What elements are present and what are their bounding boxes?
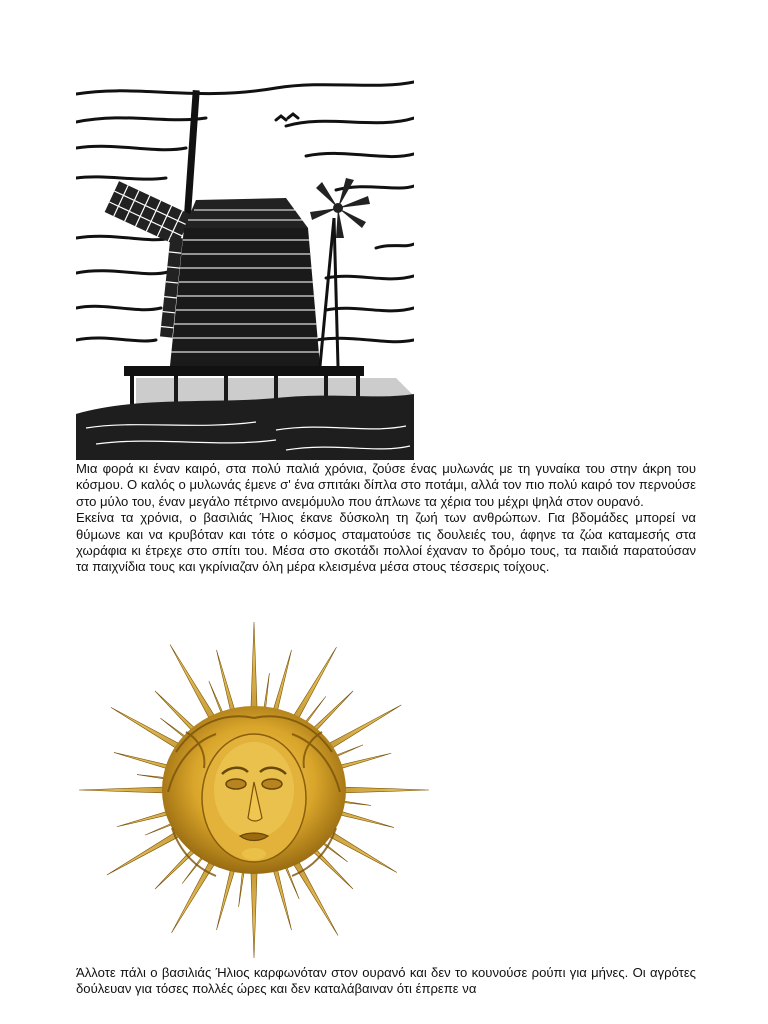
story-text-continued (76, 965, 696, 998)
story-text-block (76, 461, 696, 576)
paragraph-1: Μια φορά κι έναν καιρό, στα πολύ παλιά χρόνια, ζούσε ένας μυλωνάς με τη γυναίκα του στην άκρη του κόσμου. Ο καλός ο μυλωνάς έμενε σ' ένα σπιτάκι δίπλα στο ποτάμι, αλλά τον πιο πολύ καιρό τον περνούσε στο μύλο του, έναν μεγάλο πέτρινο ανεμόμυλο που άπλωνε τα χέρια του μέχρι ψηλά στον ουρανό. (76, 461, 696, 509)
paragraph-2: Εκείνα τα χρόνια, ο βασιλιάς Ήλιος έκανε δύσκολη τη ζωή των ανθρώπων. Για βδομάδες μπορεί να θύμωνε και να κρυβόταν και τότε ο κόσμος σταματούσε τις δουλειές του, άφηνε τα ζώα καταμεσής στα χωράφια κι έτρεχε στο σπίτι του. Μέσα στο σκοτάδι πολλοί έχαναν το δρόμο τους, τα παιδιά παρατούσαν τα παιχνίδια τους και γκρίνιαζαν όλη μέρα κλεισμένα μέσα στους τέσσερις τοίχους. (76, 510, 696, 575)
sun-king-illustration (76, 622, 436, 962)
paragraph-3: Άλλοτε πάλι ο βασιλιάς Ήλιος καρφωνόταν στον ουρανό και δεν το κουνούσε ρούπι για μήνες. Οι αγρότες δούλευαν για τόσες πολλές ώρες και δεν καταλάβαιναν ότι έπρεπε να (76, 965, 696, 997)
windmill-illustration (76, 78, 414, 460)
